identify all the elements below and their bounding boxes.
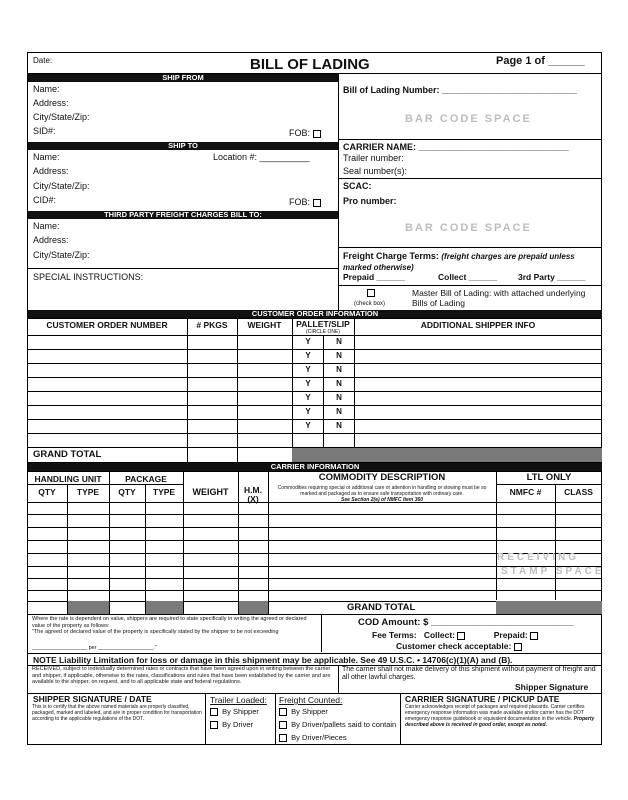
fob-checkbox[interactable] [313, 199, 321, 207]
ship-from-city: City/State/Zip: [33, 112, 90, 122]
package-header: PACKAGE [125, 474, 167, 484]
carrier-delivery-text: The carrier shall not make delivery of this shipment without payment of freight and all other lawful charges. [342, 666, 596, 681]
trailer-number: Trailer number: [343, 153, 404, 163]
trailer-by-driver: By Driver [210, 719, 253, 730]
freight-terms: Freight Charge Terms: (freight charges are prepaid unless marked otherwise) [343, 251, 575, 272]
nmfc-header: NMFC # [509, 487, 542, 497]
ship-to-bar: SHIP TO [28, 142, 338, 150]
barcode-space-1: BAR CODE SPACE [405, 113, 532, 125]
fc-by-driver-pieces: By Driver/Pieces [279, 732, 347, 743]
third-party-terms: 3rd Party ______ [518, 272, 586, 282]
carrier-grand-total-shade-mid [146, 601, 183, 614]
seal-number: Seal number(s): [343, 166, 408, 176]
page-label: Page 1 of ______ [496, 55, 585, 67]
fee-terms: Fee Terms: Collect: Prepaid: [372, 630, 538, 641]
pallet-no[interactable]: N [336, 393, 342, 402]
pallet-no[interactable]: N [336, 407, 342, 416]
form-title: BILL OF LADING [250, 56, 370, 73]
pkg-type: TYPE [152, 487, 176, 497]
pallet-no[interactable]: N [336, 337, 342, 346]
third-party-name: Name: [33, 221, 60, 231]
col-pkgs: # PKGS [196, 320, 228, 330]
carrier-grand-total-shade-right [496, 601, 602, 614]
carrier-grand-total-shade-left [68, 601, 109, 614]
pallet-no[interactable]: N [336, 351, 342, 360]
pallet-no[interactable]: N [336, 421, 342, 430]
third-party-bar: THIRD PARTY FREIGHT CHARGES BILL TO: [28, 211, 338, 219]
pallet-no[interactable]: N [336, 365, 342, 374]
pkg-qty: QTY [118, 487, 136, 497]
ship-from-name: Name: [33, 84, 60, 94]
ship-to-cid: CID#: [33, 195, 57, 205]
fee-collect-checkbox[interactable] [457, 632, 465, 640]
cod-amount: COD Amount: $ ___________________________ [358, 617, 574, 628]
customer-order-bar: CUSTOMER ORDER INFORMATION [28, 310, 602, 318]
pallet-yes[interactable]: Y [305, 365, 311, 374]
master-bol-checkbox[interactable] [367, 289, 375, 297]
ship-to-city: City/State/Zip: [33, 181, 90, 191]
col-weight: WEIGHT [247, 320, 282, 330]
hm-x: (X) [247, 494, 259, 504]
fc-by-driver-pallets: By Driver/pallets said to contain [279, 719, 396, 730]
fc-by-driver-pallets-checkbox[interactable] [279, 721, 287, 729]
ltl-only-header: LTL ONLY [526, 472, 572, 483]
ship-to-name: Name: [33, 152, 60, 162]
trailer-by-shipper: By Shipper [210, 706, 259, 717]
declared-value-per: __________________ per __________________." [32, 645, 157, 651]
prepaid-terms: Prepaid ______ [343, 272, 405, 282]
scac: SCAC: [343, 181, 372, 191]
weight-header: WEIGHT [192, 487, 229, 497]
hu-qty: QTY [38, 487, 56, 497]
declared-value-text: Where the rate is dependent on value, shippers are required to state specifically in writing the agreed or declared value of the property as follows: "The agreed or declared value of the property is specifically stated by the shipper to be not exceeding [32, 616, 307, 635]
hm-header: H.M. [244, 485, 262, 495]
fob-checkbox[interactable] [313, 130, 321, 138]
customer-check: Customer check acceptable: [396, 641, 522, 652]
fc-by-shipper: By Shipper [279, 706, 328, 717]
hu-type: TYPE [76, 487, 100, 497]
shipper-signature-label: Shipper Signature [515, 682, 589, 692]
by-shipper-checkbox[interactable] [210, 708, 218, 716]
received-text: RECEIVED, subject to individually determined rates or contracts that have been agreed upon in writing between the carrier and shipper, if applicable, otherwise to the rates, classifications and rules that have been established by the carrier and are available to the shipper, on request, and to all applicable state and federal regulations. [32, 666, 331, 685]
fc-by-driver-pieces-checkbox[interactable] [279, 734, 287, 742]
pallet-yes[interactable]: Y [305, 379, 311, 388]
commodity-note-2: See Section 2(e) of NMFC Item 360 [341, 497, 423, 503]
carrier-signature-text: Carrier acknowledges receipt of packages and required placards. Carrier certifies emergency response information was made available and/or carrier has the DOT emergency response guidebook or equivalent documentation in the vehicle. Property described above is received in good order, except as noted. [405, 704, 595, 728]
ship-to-address: Address: [33, 166, 69, 176]
master-bol: Master Bill of Lading: with attached underlying Bills of Lading [412, 288, 586, 308]
receiving-stamp: RECEIVING [497, 552, 580, 563]
commodity-note: Commodities requiring special or additional care or attention in handling or stowing must be so marked and packaged as to ensure safe transportation with ordinary care. [277, 485, 487, 497]
ship-from-bar: SHIP FROM [28, 74, 338, 82]
ship-to-location: Location #: __________ [213, 152, 310, 162]
pro-number: Pro number: [343, 196, 397, 206]
shipper-signature-title: SHIPPER SIGNATURE / DATE [33, 694, 152, 704]
fee-prepaid-checkbox[interactable] [530, 632, 538, 640]
handling-unit-header: HANDLING UNIT [34, 474, 102, 484]
order-grand-total-shade [292, 448, 602, 462]
ship-from-sid: SID#: [33, 126, 56, 136]
bol-number: Bill of Lading Number: ___________________________ [343, 85, 578, 95]
carrier-name: CARRIER NAME: ______________________________ [343, 142, 569, 152]
special-instructions: SPECIAL INSTRUCTIONS: [33, 272, 144, 282]
pallet-yes[interactable]: Y [305, 407, 311, 416]
liability-note: NOTE Liability Limitation for loss or damage in this shipment may be applicable. See 49 U.S.C. • 14706(c)(1)(A) and (B). [33, 655, 513, 665]
pallet-no[interactable]: N [336, 379, 342, 388]
stamp-space: STAMP SPACE [501, 566, 605, 577]
col-customer-order-number: CUSTOMER ORDER NUMBER [46, 320, 168, 330]
commodity-header: COMMODITY DESCRIPTION [318, 472, 446, 483]
third-party-city: City/State/Zip: [33, 250, 90, 260]
third-party-address: Address: [33, 235, 69, 245]
carrier-grand-total-shade-hm [239, 601, 268, 614]
carrier-signature-title: CARRIER SIGNATURE / PICKUP DATE [405, 694, 560, 704]
by-driver-checkbox[interactable] [210, 721, 218, 729]
shipper-signature-text: This is to certify that the above named materials are properly classified, packaged, marked and labeled, and are in proper condition for transportation according to the applicable regulations of the DOT. [32, 704, 202, 722]
carrier-grand-total: GRAND TOTAL [347, 602, 416, 613]
customer-check-checkbox[interactable] [514, 643, 522, 651]
collect-terms: Collect ______ [438, 272, 498, 282]
pallet-yes[interactable]: Y [305, 337, 311, 346]
pallet-yes[interactable]: Y [305, 393, 311, 402]
pallet-yes[interactable]: Y [305, 351, 311, 360]
pallet-yes[interactable]: Y [305, 421, 311, 430]
col-pallet-slip: PALLET/SLIP [296, 319, 350, 329]
ship-to-fob-label: FOB: [289, 197, 321, 208]
barcode-space-2: BAR CODE SPACE [405, 222, 532, 234]
ship-from-address: Address: [33, 98, 69, 108]
class-header: CLASS [564, 487, 593, 497]
carrier-info-bar: CARRIER INFORMATION [28, 463, 602, 471]
order-grand-total: GRAND TOTAL [33, 449, 102, 460]
check-box-label: (check box) [354, 301, 386, 307]
trailer-loaded: Trailer Loaded: [210, 695, 267, 705]
freight-counted: Freight Counted: [279, 695, 343, 705]
date-label: Date: [33, 56, 53, 65]
col-additional-shipper-info: ADDITIONAL SHIPPER INFO [420, 320, 536, 330]
fc-by-shipper-checkbox[interactable] [279, 708, 287, 716]
ship-from-fob-label: FOB: [289, 128, 321, 139]
circle-one: (CIRCLE ONE) [306, 329, 340, 335]
